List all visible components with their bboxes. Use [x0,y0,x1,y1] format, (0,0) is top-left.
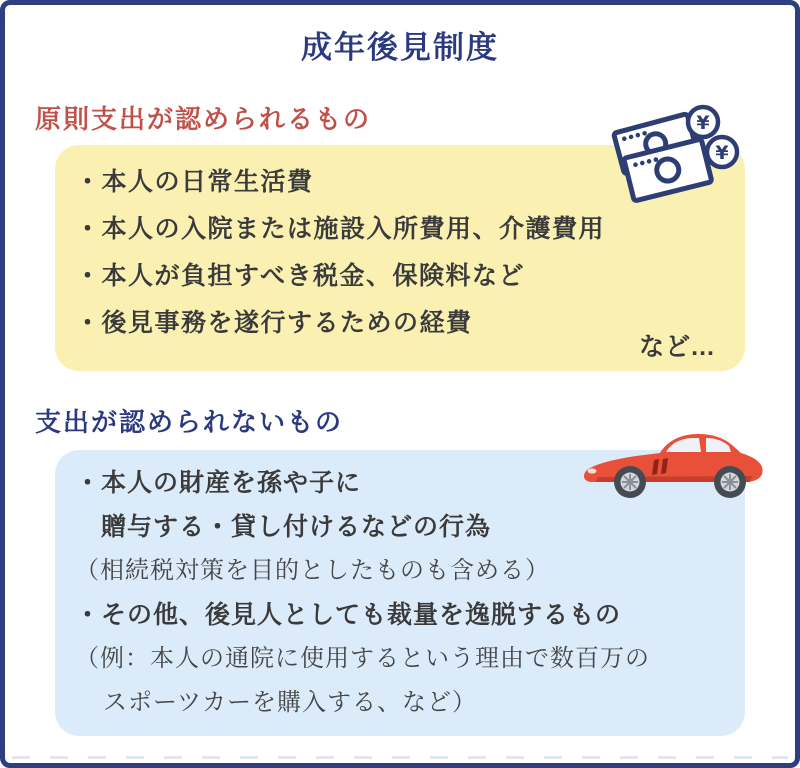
list-item: ・本人の入院または施設入所費用、介護費用 [75,215,606,243]
svg-text:¥: ¥ [715,142,729,164]
allowed-section-heading: 原則支出が認められるもの [35,104,372,134]
list-item-note: （例：本人の通院に使用するという理由で数百万の [75,645,650,672]
sports-car-icon [582,424,764,504]
yen-money-icon [610,103,750,205]
yen-coin-icon [707,137,737,167]
list-item: 贈与する・貸し付けるなどの行為 [101,513,492,541]
list-item: ・その他、後見人としても裁量を逸脱するもの [75,601,622,629]
dashed-divider [12,756,788,759]
list-item: ・本人の日常生活費 [75,168,314,196]
list-item: ・本人の財産を孫や子に [75,469,362,497]
etc-label: など... [639,333,715,361]
list-item: ・本人が負担すべき税金、保険料など [75,262,526,290]
page-title: 成年後見制度 [301,30,499,65]
list-item: ・後見事務を遂行するための経費 [75,309,473,337]
denied-section-heading: 支出が認められないもの [35,407,344,437]
list-item-note: スポーツカーを購入する、など） [103,689,478,716]
car-wheel [714,466,746,498]
yen-coin-icon [688,107,718,137]
list-item-note: （相続税対策を目的としたものも含める） [75,557,550,584]
car-wheel [614,466,646,498]
svg-text:¥: ¥ [696,112,710,134]
